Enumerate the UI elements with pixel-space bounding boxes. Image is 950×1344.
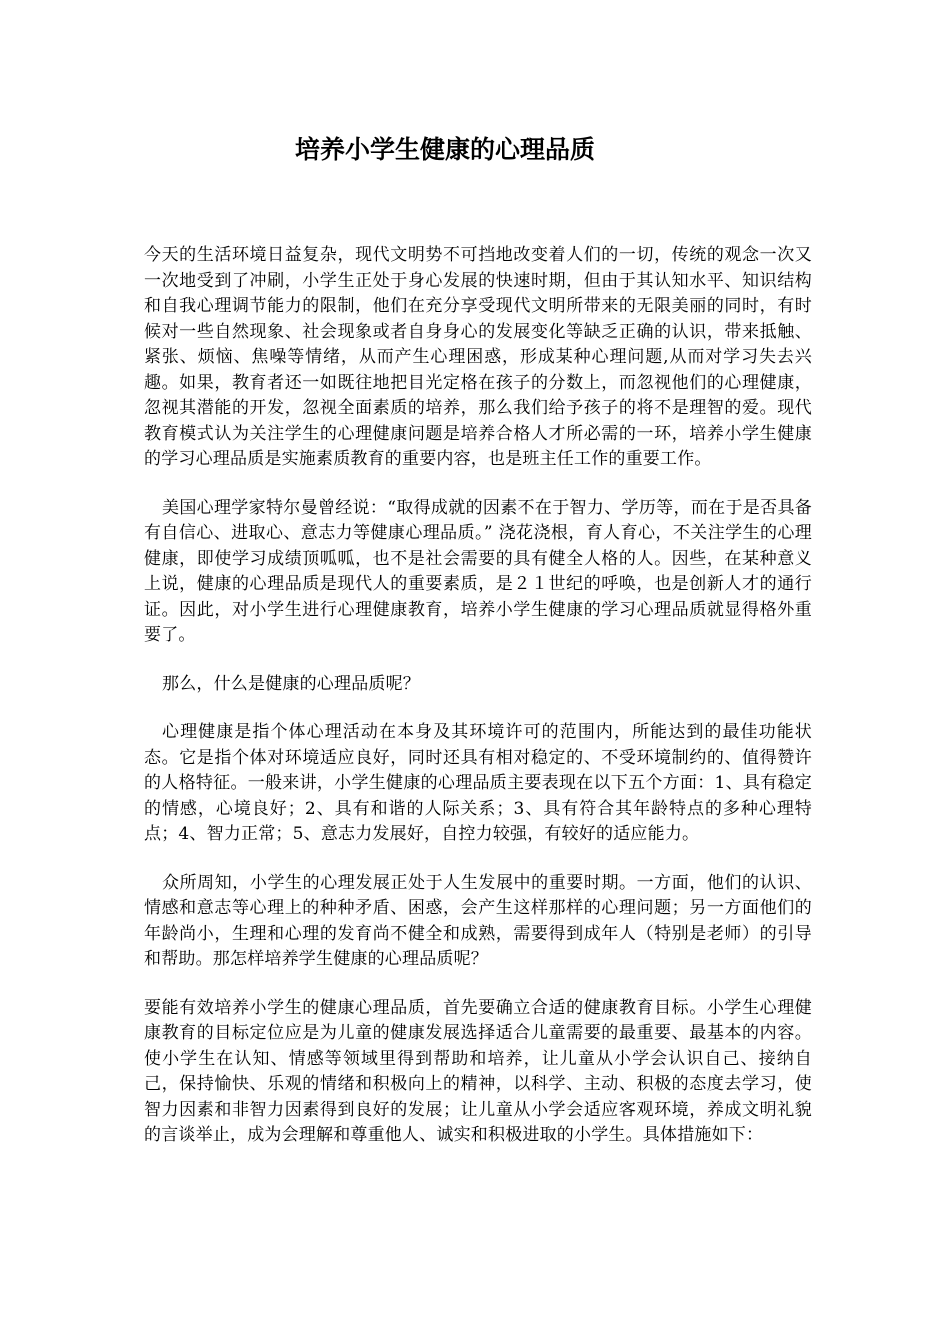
document-title: 培养小学生健康的心理品质 bbox=[294, 135, 595, 164]
document-body bbox=[144, 243, 812, 1172]
paragraph-goals: 要能有效培养小学生的健康心理品质，首先要确立合适的健康教育目标。小学生心理健康教育的目标定位应是为儿童的健康发展选择适合儿童需要的最重要、最基本的内容。使小学生在认知、情感等领域里得到帮助和培养，让儿童从小学会认识自己、接纳自己，保持愉快、乐观的情绪和积极向上的精神，以科学、主动、积极的态度去学习，使智力因素和非智力因素得到良好的发展；让儿童从小学会适应客观环境，养成文明礼貌的言谈举止，成为会理解和尊重他人、诚实和积极进取的小学生。具体措施如下： bbox=[144, 997, 812, 1145]
paragraph-definition: 心理健康是指个体心理活动在本身及其环境许可的范围内，所能达到的最佳功能状态。它是指个体对环境适应良好，同时还具有相对稳定的、不受环境制约的、值得赞许的人格特征。一般来讲，小学生健康的心理品质主要表现在以下五个方面：1、具有稳定的情感，心境良好；2、具有和谐的人际关系；3、具有符合其年龄特点的多种心理特点；4、智力正常；5、意志力发展好，自控力较强，有较好的适应能力。 bbox=[144, 722, 812, 844]
paragraph-question: 那么，什么是健康的心理品质呢？ bbox=[162, 673, 420, 694]
paragraph-intro: 今天的生活环境日益复杂，现代文明势不可挡地改变着人们的一切，传统的观念一次又一次地受到了冲刷，小学生正处于身心发展的快速时期，但由于其认知水平、知识结构和自我心理调节能力的限制，他们在充分享受现代文明所带来的无限美丽的同时，有时候对一些自然现象、社会现象或者自身身心的发展变化等缺乏正确的认识，带来抵触、紧张、烦恼、焦噪等情绪，从而产生心理困惑，形成某种心理问题,从而对学习失去兴趣。如果，教育者还一如既往地把目光定格在孩子的分数上，而忽视他们的心理健康，忽视其潜能的开发，忽视全面素质的培养，那么我们给予孩子的将不是理智的爱。现代教育模式认为关注学生的心理健康问题是培养合格人才所必需的一环，培养小学生健康的学习心理品质是实施素质教育的重要内容，也是班主任工作的重要工作。 bbox=[144, 245, 812, 469]
paragraph-quote: 美国心理学家特尔曼曾经说：“取得成就的因素不在于智力、学历等，而在于是否具备有自信心、进取心、意志力等健康心理品质。” 浇花浇根，育人育心，不关注学生的心理健康，即使学习成绩顶呱呱，也不是社会需要的具有健全人格的人。因些，在某种意义上说，健康的心理品质是现代人的重要素质，是２１世纪的呼唤，也是创新人才的通行证。因此，对小学生进行心理健康教育，培养小学生健康的学习心理品质就显得格外重要了。 bbox=[144, 497, 812, 645]
paragraph-development: 众所周知，小学生的心理发展正处于人生发展中的重要时期。一方面，他们的认识、情感和意志等心理上的种种矛盾、困惑，会产生这样那样的心理问题；另一方面他们的年龄尚小，生理和心理的发育尚不健全和成熟，需要得到成年人（特别是老师）的引导和帮助。那怎样培养学生健康的心理品质呢？ bbox=[144, 872, 812, 969]
